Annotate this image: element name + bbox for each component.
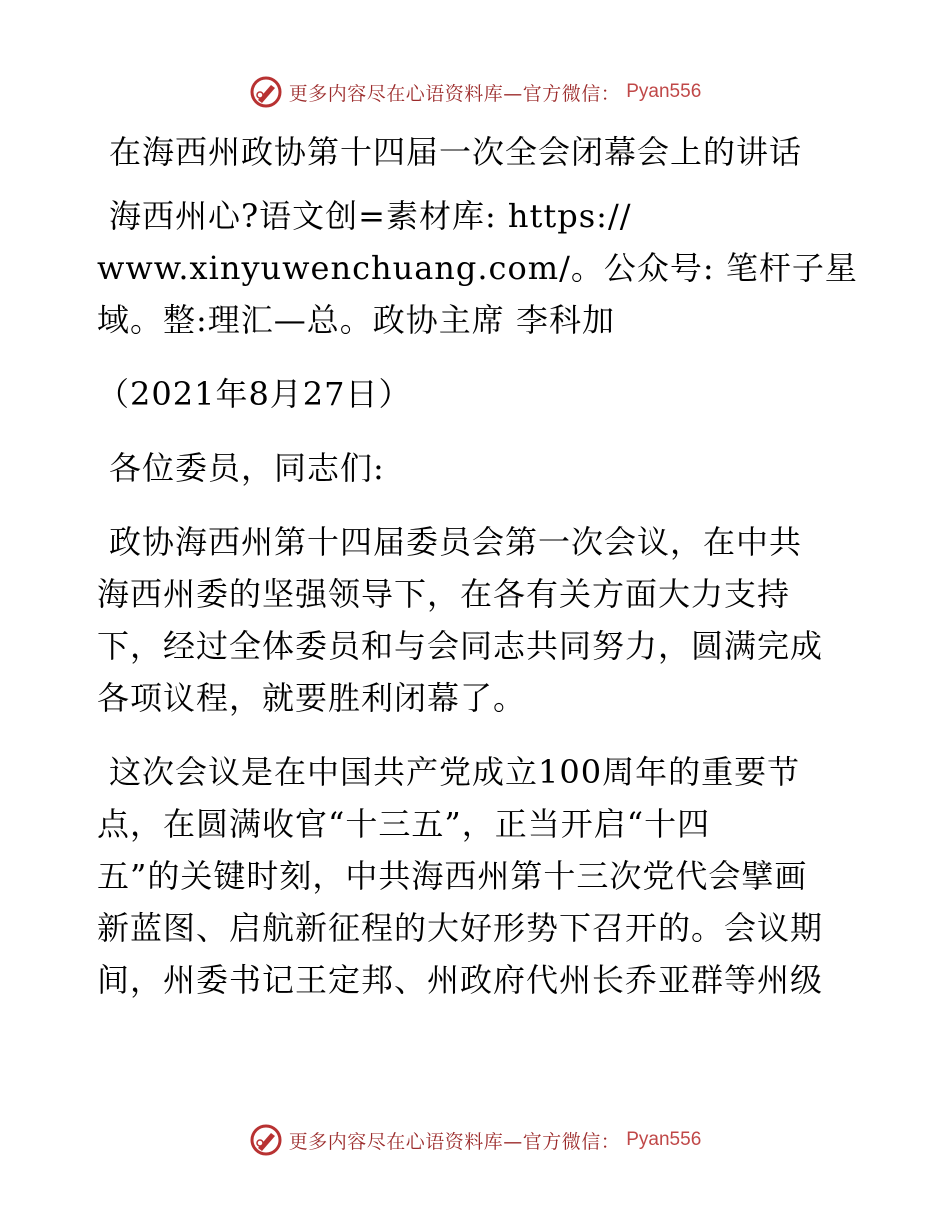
- paragraph-line: 各项议程，就要胜利闭幕了。: [97, 679, 527, 717]
- banner-wechat-id: Pyan556: [626, 81, 702, 102]
- paragraph-line: 海西州委的坚强领导下，在各有关方面大力支持: [97, 575, 791, 613]
- banner-wechat-id: Pyan556: [626, 1129, 702, 1150]
- meta-block: [97, 190, 857, 346]
- meta-line: 域。整:理汇—总。政协主席 李科加: [97, 301, 615, 339]
- pen-logo-icon: [249, 1123, 283, 1157]
- paragraph-2: [97, 746, 857, 1006]
- document-title: 在海西州政协第十四届一次全会闭幕会上的讲话: [109, 133, 803, 171]
- paragraph-line: 政协海西州第十四届委员会第一次会议，在中共: [109, 523, 803, 561]
- salutation: 各位委员，同志们:: [109, 449, 385, 487]
- paragraph-line: 五”的关键时刻，中共海西州第十三次党代会擘画: [97, 857, 808, 895]
- document-body: [97, 126, 857, 1006]
- banner-text: 更多内容尽在心语资料库—官方微信：: [288, 82, 621, 105]
- paragraph-line: 间，州委书记王定邦、州政府代州长乔亚群等州级: [97, 961, 824, 999]
- footer-banner: [0, 1120, 950, 1160]
- paragraph-line: 点，在圆满收官“十三五”，正当开启“十四: [97, 805, 711, 843]
- paragraph-line: 新蓝图、启航新征程的大好形势下召开的。会议期: [97, 909, 824, 947]
- paragraph-line: 下，经过全体委员和与会同志共同努力，圆满完成: [97, 627, 824, 665]
- header-banner: [0, 72, 950, 112]
- paragraph-1: [97, 516, 857, 724]
- document-date: （2021年8月27日）: [97, 375, 412, 413]
- banner-text: 更多内容尽在心语资料库—官方微信：: [288, 1130, 621, 1153]
- meta-line: www.xinyuwenchuang.com/。公众号: 笔杆子星: [97, 249, 858, 287]
- meta-line: 海西州心?语文创=素材库: https://: [109, 197, 632, 235]
- paragraph-line: 这次会议是在中国共产党成立100周年的重要节: [109, 753, 801, 791]
- pen-logo-icon: [249, 75, 283, 109]
